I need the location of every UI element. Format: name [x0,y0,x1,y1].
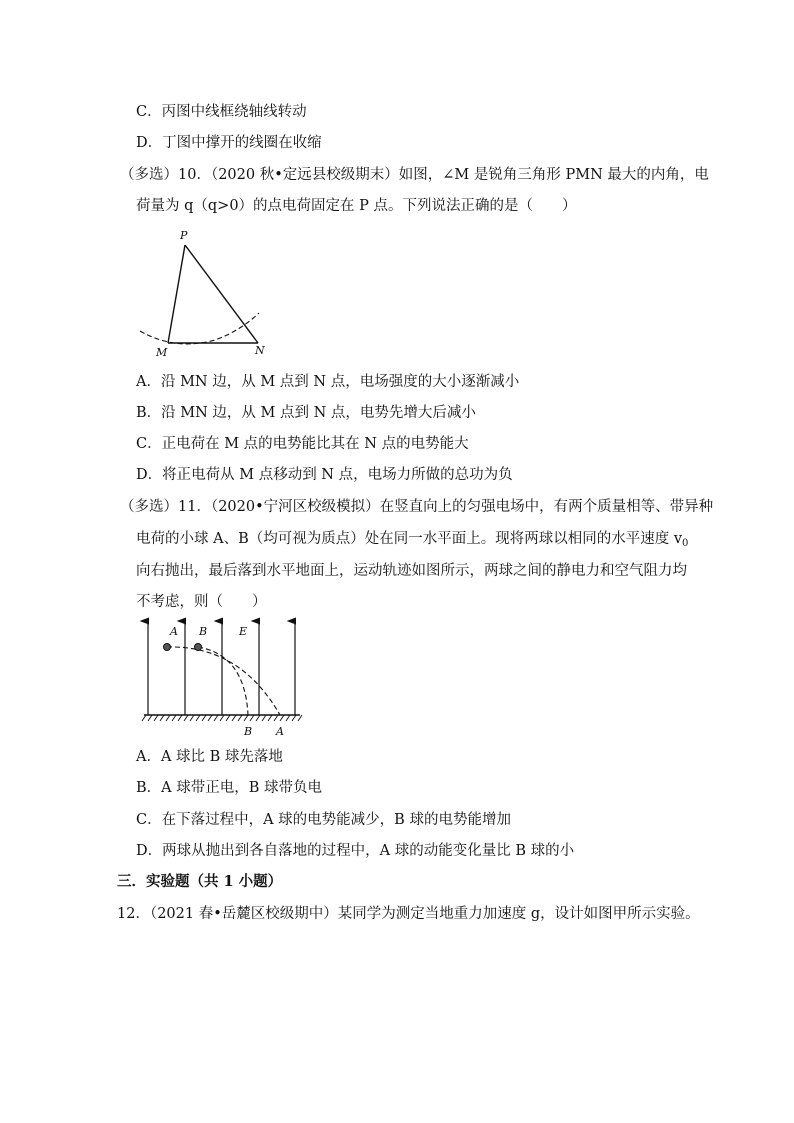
label-p: P [180,229,188,242]
trajectory-b [198,647,248,715]
q11-option-c: C．在下落过程中，A 球的电势能减少，B 球的电势能增加 [136,812,511,828]
label-a-bottom: A [276,725,284,738]
q11-stem-line3: 向右抛出，最后落到水平地面上，运动轨迹如图所示，两球之间的静电力和空气阻力均 [136,563,687,579]
q11-stem-line2 [136,529,688,554]
q11-v0-subscript: 0 [682,538,689,549]
edge-pm [168,245,185,343]
q11-field-figure [140,615,310,743]
q12-stem: 12．（2021 春•岳麓区校级期中）某同学为测定当地重力加速度 g，设计如图甲所示实验。 [117,906,700,922]
q10-option-d: D．将正电荷从 M 点移动到 N 点，电场力所做的总功为负 [136,467,513,483]
ball-b [195,644,202,651]
q9-option-c: C．丙图中线框绕轴线转动 [136,104,307,120]
section-heading: 三．实验题（共 1 小题） [117,873,283,890]
label-n: N [255,344,265,357]
q11-stem-line4: 不考虑，则（ ） [136,594,267,610]
q10-triangle-figure [135,225,285,365]
q11-option-b: B．A 球带正电，B 球带负电 [136,780,322,796]
q10-stem-line2: 荷量为 q（q>0）的点电荷固定在 P 点。下列说法正确的是（ ） [136,198,577,214]
label-m: M [156,346,168,359]
q10-option-b: B．沿 MN 边，从 M 点到 N 点，电势先增大后减小 [136,405,476,421]
label-b-top: B [199,625,208,638]
q10-option-c: C．正电荷在 M 点的电势能比其在 N 点的电势能大 [136,436,469,452]
label-b-bottom: B [244,725,253,738]
equipotential-arc [140,313,259,344]
q11-stem-line1: （多选）11．（2020•宁河区校级模拟）在竖直向上的匀强电场中，有两个质量相等、带异种 [120,499,714,515]
q11-option-a: A．A 球比 B 球先落地 [136,749,283,765]
q10-stem-line1: （多选）10．（2020 秋•定远县校级期末）如图，∠M 是锐角三角形 PMN 最大的内角，电 [120,167,709,183]
label-a-top: A [170,625,178,638]
ground-hatching [142,715,302,721]
q9-option-d: D．丁图中撑开的线圈在收缩 [136,135,322,151]
q10-option-a: A．沿 MN 边，从 M 点到 N 点，电场强度的大小逐渐减小 [136,374,520,390]
label-e: E [239,625,248,638]
q11-option-d: D．两球从抛出到各自落地的过程中，A 球的动能变化量比 B 球的小 [136,843,575,859]
q11-stem-line2-text: 电荷的小球 A、B（均可视为质点）处在同一水平面上。现将两球以相同的水平速度 v [136,531,683,547]
ball-a [164,644,171,651]
edge-pn [185,245,258,343]
